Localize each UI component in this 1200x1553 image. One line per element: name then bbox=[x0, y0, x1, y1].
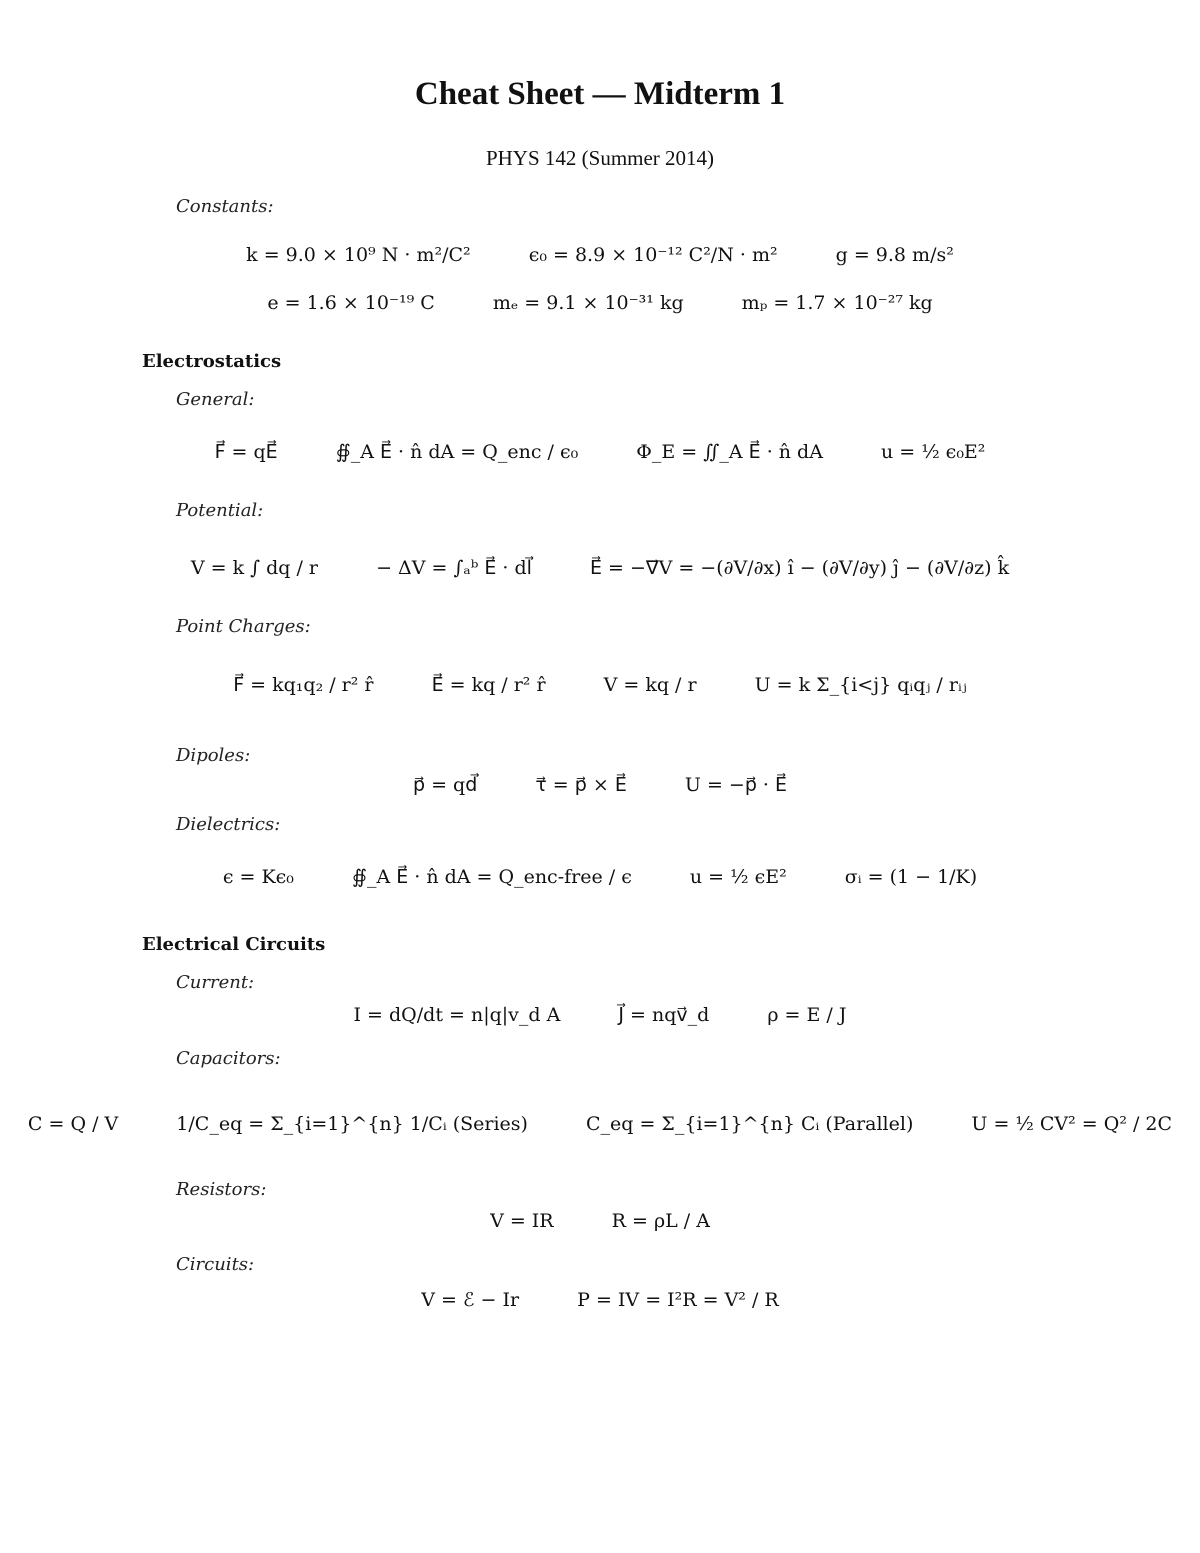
equation: ∯_A E⃗ · n̂ dA = Q_enc / ϵ₀ bbox=[335, 441, 579, 463]
section-electrical-circuits: Electrical Circuits bbox=[142, 934, 326, 955]
dipoles-label: Dipoles: bbox=[176, 745, 251, 766]
equation: U = k Σ_{i<j} qᵢqⱼ / rᵢⱼ bbox=[754, 674, 967, 696]
constant-epsilon0: ϵ₀ = 8.9 × 10⁻¹² C²/N · m² bbox=[528, 244, 778, 266]
constant-me: mₑ = 9.1 × 10⁻³¹ kg bbox=[492, 292, 684, 314]
dipoles-equations bbox=[0, 774, 1200, 796]
equation: σᵢ = (1 − 1/K) bbox=[844, 866, 978, 888]
potential-label: Potential: bbox=[176, 500, 264, 521]
dielectrics-label: Dielectrics: bbox=[176, 814, 281, 835]
constants-row-1 bbox=[0, 244, 1200, 266]
equation: u = ½ ϵE² bbox=[689, 866, 787, 888]
equation: R = ρL / A bbox=[611, 1210, 710, 1232]
capacitors-equations bbox=[0, 1113, 1200, 1135]
constant-mp: mₚ = 1.7 × 10⁻²⁷ kg bbox=[741, 292, 933, 314]
equation: P = IV = I²R = V² / R bbox=[577, 1289, 779, 1311]
point-charges-equations bbox=[0, 674, 1200, 696]
equation: p⃗ = qd⃗ bbox=[412, 774, 478, 796]
potential-equations bbox=[0, 557, 1200, 579]
equation: Φ_E = ∬_A E⃗ · n̂ dA bbox=[636, 441, 823, 463]
general-equations bbox=[0, 441, 1200, 463]
equation: V = kq / r bbox=[603, 674, 697, 696]
equation: U = −p⃗ · E⃗ bbox=[684, 774, 788, 796]
constant-g: g = 9.8 m/s² bbox=[835, 244, 954, 266]
section-electrostatics: Electrostatics bbox=[142, 351, 282, 372]
equation: − ΔV = ∫ₐᵇ E⃗ · dl⃗ bbox=[376, 557, 532, 579]
equation: C = Q / V bbox=[27, 1113, 119, 1135]
constants-row-2 bbox=[0, 292, 1200, 314]
point-charges-label: Point Charges: bbox=[176, 616, 311, 637]
equation: V = ℰ − Ir bbox=[421, 1289, 520, 1311]
equation: F⃗ = qE⃗ bbox=[214, 441, 278, 463]
circuits-equations bbox=[0, 1289, 1200, 1311]
page-subtitle: PHYS 142 (Summer 2014) bbox=[485, 146, 715, 170]
general-label: General: bbox=[176, 389, 255, 410]
current-label: Current: bbox=[176, 972, 255, 993]
equation: V = k ∫ dq / r bbox=[190, 557, 319, 579]
resistors-label: Resistors: bbox=[176, 1179, 267, 1200]
constant-e: e = 1.6 × 10⁻¹⁹ C bbox=[267, 292, 435, 314]
equation: ∯_A E⃗ · n̂ dA = Q_enc-free / ϵ bbox=[351, 866, 632, 888]
constant-k: k = 9.0 × 10⁹ N · m²/C² bbox=[246, 244, 471, 266]
circuits-label: Circuits: bbox=[176, 1254, 255, 1275]
equation: u = ½ ϵ₀E² bbox=[880, 441, 986, 463]
page-title: Cheat Sheet — Midterm 1 bbox=[414, 76, 786, 112]
dielectrics-equations bbox=[0, 866, 1200, 888]
current-equations bbox=[0, 1004, 1200, 1026]
equation: ρ = E / J bbox=[767, 1004, 847, 1026]
equation: ϵ = Kϵ₀ bbox=[222, 866, 294, 888]
equation: C_eq = Σ_{i=1}^{n} Cᵢ (Parallel) bbox=[585, 1113, 914, 1135]
equation: V = IR bbox=[490, 1210, 554, 1232]
constants-label: Constants: bbox=[176, 196, 274, 217]
equation: F⃗ = kq₁q₂ / r² r̂ bbox=[233, 674, 374, 696]
equation: I = dQ/dt = n|q|v_d A bbox=[353, 1004, 561, 1026]
equation: E⃗ = −∇⃗V = −(∂V/∂x) î − (∂V/∂y) ĵ − (∂V/∂z) k̂ bbox=[589, 557, 1010, 579]
equation: 1/C_eq = Σ_{i=1}^{n} 1/Cᵢ (Series) bbox=[176, 1113, 528, 1135]
equation: E⃗ = kq / r² r̂ bbox=[431, 674, 546, 696]
capacitors-label: Capacitors: bbox=[176, 1048, 281, 1069]
equation: J⃗ = nqv⃗_d bbox=[618, 1004, 710, 1026]
resistors-equations bbox=[0, 1210, 1200, 1232]
equation: τ⃗ = p⃗ × E⃗ bbox=[535, 774, 627, 796]
equation: U = ½ CV² = Q² / 2C bbox=[971, 1113, 1173, 1135]
